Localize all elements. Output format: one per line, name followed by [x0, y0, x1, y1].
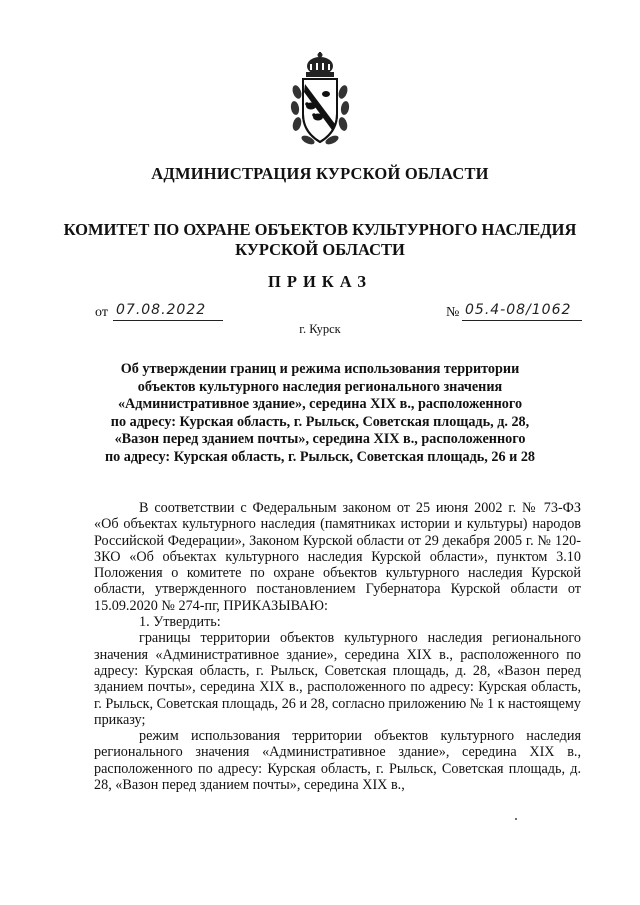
- subject-line: Об утверждении границ и режима использования территории: [120, 361, 520, 377]
- subject-heading: [0, 361, 640, 467]
- body-paragraph-preamble: В соответствии с Федеральным законом от 25 июня 2002 г. № 73-ФЗ «Об объектах культурного наследия (памятниках истории и культуры) народов Российской Федерации», Законом Курской области от 29 декабря 2005 г. № 120-ЗКО «Об объектах культурного наследия Курской области», пунктом 3.10 Положения о комитете по охране объектов культурного наследия Курской области, утвержденного постановлением Губернатора Курской области от 15.09.2020 № 274-пг, ПРИКАЗЫВАЮ:: [94, 500, 581, 614]
- committee-title: [0, 220, 640, 260]
- date-label: от: [95, 305, 108, 320]
- city: г. Курск: [299, 322, 341, 336]
- document-body: [94, 500, 581, 793]
- subject-line: по адресу: Курская область, г. Рыльск, Советская площадь, 26 и 28: [104, 448, 536, 465]
- coat-of-arms-icon: [288, 52, 352, 152]
- scan-speck: [515, 818, 517, 820]
- body-paragraph-item-1: 1. Утвердить:: [139, 614, 221, 631]
- subject-line: «Вазон перед зданием почты», середина XIX в., расположенного: [114, 431, 526, 448]
- committee-title-line-1: КОМИТЕТ ПО ОХРАНЕ ОБЪЕКТОВ КУЛЬТУРНОГО НАСЛЕДИЯ: [63, 220, 577, 239]
- subject-line: объектов культурного наследия регионального значения: [137, 378, 503, 395]
- number-label: №: [446, 305, 460, 320]
- subject-line: «Административное здание», середина XIX в., расположенного: [117, 396, 523, 413]
- body-paragraph-regime: режим использования территории объектов культурного наследия регионального значения «Административное здание», середина XIX в., расположенного по адресу: Курская область, г. Рыльск, Советская площадь, д. 28, «Вазон перед зданием почты», середина XIX в.,: [94, 728, 581, 794]
- date-value: 07.08.2022: [116, 302, 207, 318]
- subject-line: по адресу: Курская область, г. Рыльск, Советская площадь, д. 28,: [110, 413, 530, 430]
- number-value: 05.4-08/1062: [465, 302, 572, 318]
- committee-title-line-2: КУРСКОЙ ОБЛАСТИ: [235, 240, 405, 259]
- document-type: ПРИКАЗ: [268, 272, 372, 291]
- body-paragraph-boundaries: границы территории объектов культурного наследия регионального значения «Административное здание», середина XIX в., расположенного по адресу: Курская область, г. Рыльск, Советская площадь, д. 28, «Вазон перед зданием почты», середина XIX в., расположенного по адресу: Курская область, г. Рыльск, Советская площадь, 26 и 28, согласно приложению № 1 к настоящему приказу;: [94, 630, 581, 728]
- administration-title: АДМИНИСТРАЦИЯ КУРСКОЙ ОБЛАСТИ: [151, 164, 489, 183]
